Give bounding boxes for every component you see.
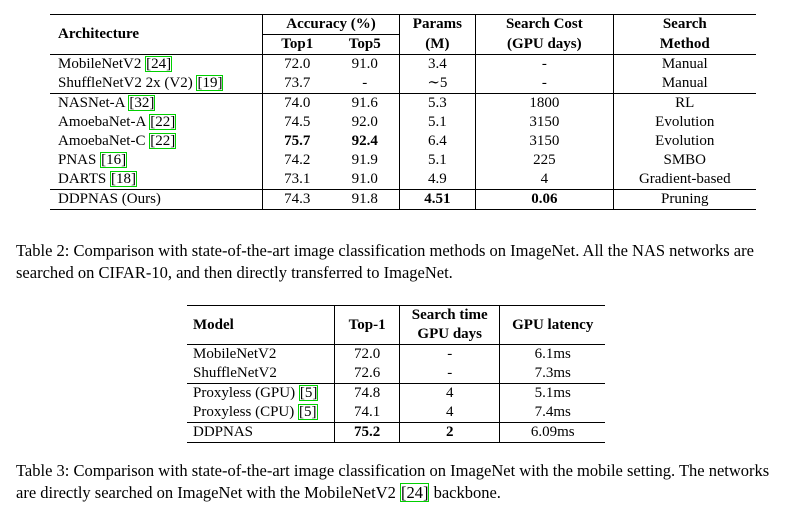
row-name: DARTS bbox=[58, 171, 111, 187]
cell-search-time: 2 bbox=[400, 423, 500, 443]
cell-cost: 4 bbox=[476, 170, 613, 190]
cell-latency: 7.3ms bbox=[500, 364, 605, 384]
table-row bbox=[50, 151, 756, 170]
row-name: DDPNAS (Ours) bbox=[58, 191, 161, 207]
cell-search-time: - bbox=[400, 345, 500, 365]
cell-method: Gradient-based bbox=[613, 170, 756, 190]
cell-method: Manual bbox=[613, 55, 756, 75]
cell-search-time: 4 bbox=[400, 384, 500, 404]
cell-top5: 91.9 bbox=[351, 152, 378, 168]
cell-method: Manual bbox=[613, 74, 756, 94]
cell-top1: 74.0 bbox=[263, 94, 331, 114]
cell-cost: - bbox=[476, 55, 613, 75]
table-3 bbox=[187, 305, 605, 443]
header-top1: Top1 bbox=[263, 35, 331, 55]
cell-params: 5.1 bbox=[399, 113, 476, 132]
cell-method: SMBO bbox=[613, 151, 756, 170]
table-row bbox=[187, 384, 605, 404]
row-name: AmoebaNet-A bbox=[58, 114, 150, 130]
cell-params: 3.4 bbox=[399, 55, 476, 75]
cell-top1: 74.1 bbox=[335, 403, 400, 423]
caption-text: Table 3: Comparison with state-of-the-art image classification on ImageNet with the mobile setting. The networks are directly searched on ImageNet with the MobileNetV2 bbox=[16, 461, 770, 502]
citation-link[interactable]: [5] bbox=[299, 385, 318, 401]
table-row bbox=[50, 74, 756, 94]
header-top1: Top-1 bbox=[335, 306, 400, 345]
cell-top1: 73.7 bbox=[263, 74, 331, 94]
cell-cost: 1800 bbox=[476, 94, 613, 114]
table-2-caption: Table 2: Comparison with state-of-the-art image classification methods on ImageNet. All the NAS networks are searched on CIFAR-10, and then directly transferred to ImageNet. bbox=[16, 241, 754, 282]
cell-top5: 91.0 bbox=[351, 171, 378, 187]
cell-cost: 3150 bbox=[476, 113, 613, 132]
cell-top1: 74.2 bbox=[263, 151, 331, 170]
table-row bbox=[50, 170, 756, 190]
cell-cost: 0.06 bbox=[476, 190, 613, 210]
table-row bbox=[187, 403, 605, 423]
cell-method: RL bbox=[613, 94, 756, 114]
cell-search-time: - bbox=[400, 364, 500, 384]
header-search-cost-unit: (GPU days) bbox=[476, 35, 613, 55]
cell-top1: 74.8 bbox=[335, 384, 400, 404]
cell-top5: 91.6 bbox=[351, 95, 378, 111]
header-params: Params bbox=[399, 15, 476, 35]
cell-latency: 7.4ms bbox=[500, 403, 605, 423]
cell-cost: 3150 bbox=[476, 132, 613, 151]
citation-link[interactable]: [24] bbox=[400, 483, 429, 502]
cell-top5: - bbox=[362, 75, 368, 91]
caption-text-end: backbone. bbox=[429, 483, 501, 502]
row-name: PNAS bbox=[58, 152, 101, 168]
citation-link[interactable]: [32] bbox=[129, 95, 155, 111]
cell-method: Evolution bbox=[613, 113, 756, 132]
cell-top1: 73.1 bbox=[263, 170, 331, 190]
table-row bbox=[50, 132, 756, 151]
cell-cost: 225 bbox=[476, 151, 613, 170]
cell-method: Pruning bbox=[613, 190, 756, 210]
header-top5: Top5 bbox=[348, 36, 381, 52]
table-row bbox=[50, 113, 756, 132]
cell-params: 6.4 bbox=[399, 132, 476, 151]
cell-top5: 92.4 bbox=[351, 133, 378, 149]
citation-link[interactable]: [22] bbox=[150, 114, 176, 130]
cell-params: 5.3 bbox=[399, 94, 476, 114]
table-row bbox=[50, 94, 756, 114]
header-params-unit: (M) bbox=[399, 35, 476, 55]
cell-top1: 75.2 bbox=[335, 423, 400, 443]
table-row bbox=[187, 345, 605, 365]
header-gpu-latency: GPU latency bbox=[500, 306, 605, 345]
citation-link[interactable]: [5] bbox=[299, 404, 317, 420]
table-2 bbox=[50, 14, 756, 210]
row-name: MobileNetV2 bbox=[193, 346, 277, 362]
header-search-time-unit: GPU days bbox=[400, 325, 500, 345]
header-accuracy: Accuracy (%) bbox=[263, 15, 399, 35]
cell-params: ∼5 bbox=[399, 74, 476, 94]
row-name: ShuffleNetV2 bbox=[193, 365, 277, 381]
cell-top5: 91.8 bbox=[351, 191, 378, 207]
cell-params: 4.9 bbox=[399, 170, 476, 190]
citation-link[interactable]: [16] bbox=[101, 152, 127, 168]
table-3-caption bbox=[16, 460, 791, 504]
cell-latency: 5.1ms bbox=[500, 384, 605, 404]
cell-top1: 72.0 bbox=[335, 345, 400, 365]
cell-params: 4.51 bbox=[399, 190, 476, 210]
citation-link[interactable]: [18] bbox=[111, 171, 137, 187]
row-name: ShuffleNetV2 2x (V2) bbox=[58, 75, 197, 91]
cell-top1: 72.6 bbox=[335, 364, 400, 384]
table-row-ours bbox=[187, 423, 605, 443]
row-name: NASNet-A bbox=[58, 95, 129, 111]
cell-method: Evolution bbox=[613, 132, 756, 151]
cell-top1: 75.7 bbox=[263, 132, 331, 151]
table-row bbox=[50, 55, 756, 75]
cell-top1: 74.5 bbox=[263, 113, 331, 132]
header-search-method-2: Method bbox=[613, 35, 756, 55]
cell-top1: 72.0 bbox=[263, 55, 331, 75]
row-name: Proxyless (CPU) bbox=[193, 404, 299, 420]
row-name: MobileNetV2 bbox=[58, 56, 146, 72]
table-row-ours bbox=[50, 190, 756, 210]
citation-link[interactable]: [22] bbox=[150, 133, 176, 149]
cell-top5: 92.0 bbox=[351, 114, 378, 130]
cell-params: 5.1 bbox=[399, 151, 476, 170]
citation-link[interactable]: [24] bbox=[146, 56, 172, 72]
cell-latency: 6.09ms bbox=[500, 423, 605, 443]
row-name: Proxyless (GPU) bbox=[193, 385, 299, 401]
row-name: AmoebaNet-C bbox=[58, 133, 150, 149]
header-model: Model bbox=[193, 316, 234, 333]
cell-top1: 74.3 bbox=[263, 190, 331, 210]
header-search-time: Search time bbox=[400, 306, 500, 326]
cell-cost: - bbox=[476, 74, 613, 94]
header-search-method: Search bbox=[613, 15, 756, 35]
cell-top5: 91.0 bbox=[351, 56, 378, 72]
cell-search-time: 4 bbox=[400, 403, 500, 423]
table-row bbox=[187, 364, 605, 384]
citation-link[interactable]: [19] bbox=[197, 75, 223, 91]
row-name: DDPNAS bbox=[193, 424, 254, 440]
header-search-cost: Search Cost bbox=[476, 15, 613, 35]
cell-latency: 6.1ms bbox=[500, 345, 605, 365]
header-architecture: Architecture bbox=[58, 26, 140, 42]
